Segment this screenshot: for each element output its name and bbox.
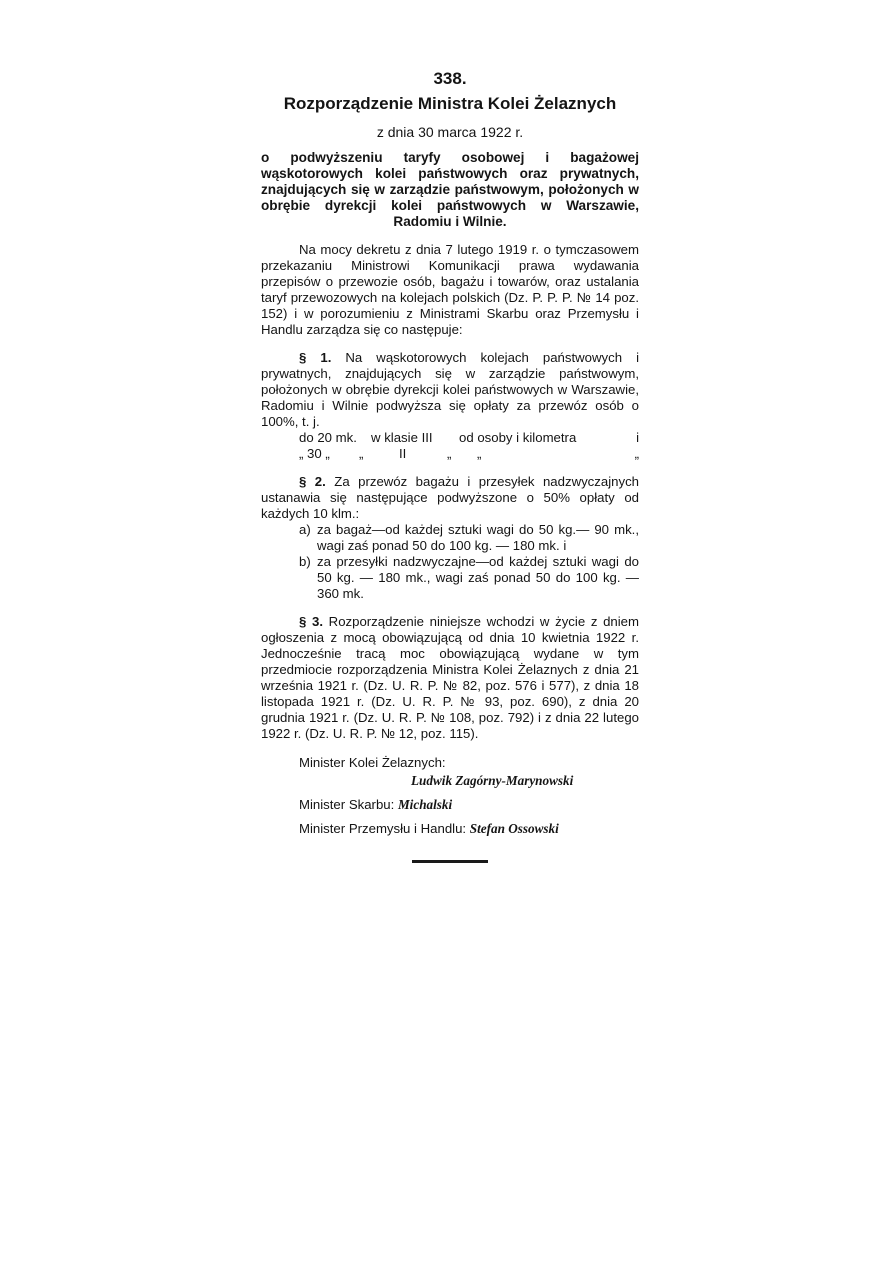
section-2-label: § 2. <box>299 474 326 489</box>
preamble: Na mocy dekretu z dnia 7 lutego 1919 r. o tymczasowem przekazaniu Ministrowi Komunikacji prawa wydawania przepisów o przewozie osób, bagażu i towarów, oraz ustalania taryf przewozowych na kolejach polskich (Dz. P. P. P. № 14 poz. 152) i w porozumieniu z Ministrami Skarbu oraz Przemysłu i Handlu zarządza się co następuje: <box>261 242 639 337</box>
section-2-text: Za przewóz bagażu i przesyłek nadzwyczajnych ustanawia się następujące podwyższone o 50% opłaty od każdych 10 klm.: <box>261 474 639 521</box>
rate-value: „ 30 „ <box>299 446 330 461</box>
rate-class: w klasie III <box>371 430 433 445</box>
rate-class: II <box>399 446 407 461</box>
rate-conjunction: i <box>636 430 639 445</box>
section-1-label: § 1. <box>299 350 332 365</box>
signature-industry-name: Stefan Ossowski <box>469 821 559 836</box>
rate-value: do 20 mk. <box>299 430 357 445</box>
ditto-mark: „ <box>634 446 639 461</box>
signature-industry-title: Minister Przemysłu i Handlu: <box>299 821 467 836</box>
section-2-list <box>261 522 639 602</box>
document-column <box>261 68 639 863</box>
section-1-text: Na wąskotorowych kolejach państwowych i prywatnych, znajdujących się w zarządzie państwowym, położonych w obrębie dyrekcji kolei państwowych w Warszawie, Radomiu i Wilnie podwyższa się opłaty za przewóz osób o 100%, t. j. <box>261 350 640 429</box>
signature-treasury-title: Minister Skarbu: <box>299 797 395 812</box>
list-item <box>261 554 639 602</box>
page-number: 338. <box>433 69 467 88</box>
list-item-text: za przesyłki nadzwyczajne—od każdej sztuki wagi do 50 kg. — 180 mk., wagi zaś ponad 50 do 100 kg. — 360 mk. <box>317 554 639 601</box>
ditto-mark: „ <box>447 446 452 461</box>
document-subject: o podwyższeniu taryfy osobowej i bagażowej wąskotorowych kolei państwowych oraz prywatnych, znajdujących się w zarządzie państwowym, położonych w obrębie dyrekcji kolei państwowych w Warszawie, Radomiu i Wilnie. <box>261 150 639 229</box>
signatures <box>261 754 639 838</box>
section-1 <box>261 350 639 430</box>
section-3-label: § 3. <box>299 614 323 629</box>
list-item <box>261 522 639 554</box>
ditto-mark: „ <box>359 446 364 461</box>
list-item-text: za bagaż—od każdej sztuki wagi do 50 kg.— 90 mk., wagi zaś ponad 50 do 100 kg. — 180 mk. i <box>317 522 639 553</box>
closing-rule <box>412 860 488 863</box>
document-title: Rozporządzenie Ministra Kolei Żelaznych <box>283 94 617 113</box>
section-2 <box>261 474 639 522</box>
signature-rail-title: Minister Kolei Żelaznych: <box>299 755 446 770</box>
rate-row-class-3 <box>261 430 639 446</box>
signature-rail-name: Ludwik Zagórny-Marynowski <box>411 773 574 788</box>
ditto-mark: „ <box>477 446 482 461</box>
section-3 <box>261 614 639 742</box>
section-3-text: Rozporządzenie niniejsze wchodzi w życie z dniem ogłoszenia z mocą obowiązującą od dnia 10 kwietnia 1922 r. Jednocześnie tracą moc obowiązującą wydane w tym przedmiocie rozporządzenia Ministra Kolei Żelaznych z dnia 21 września 1921 r. (Dz. U. R. P. № 82, poz. 576 i 577), z dnia 18 listopada 1921 r. (Dz. U. R. P. № 93, poz. 690), z dnia 20 grudnia 1921 r. (Dz. U. R. P. № 108, poz. 792) i z dnia 22 lutego 1922 r. (Dz. U. R. P. № 12, poz. 115). <box>261 614 639 741</box>
rate-row-class-2 <box>261 446 639 462</box>
signature-treasury-name: Michalski <box>397 797 453 812</box>
rate-unit: od osoby i kilometra <box>459 430 577 445</box>
list-marker: b) <box>299 554 311 569</box>
document-date: z dnia 30 marca 1922 r. <box>376 124 524 140</box>
list-marker: a) <box>299 522 311 537</box>
